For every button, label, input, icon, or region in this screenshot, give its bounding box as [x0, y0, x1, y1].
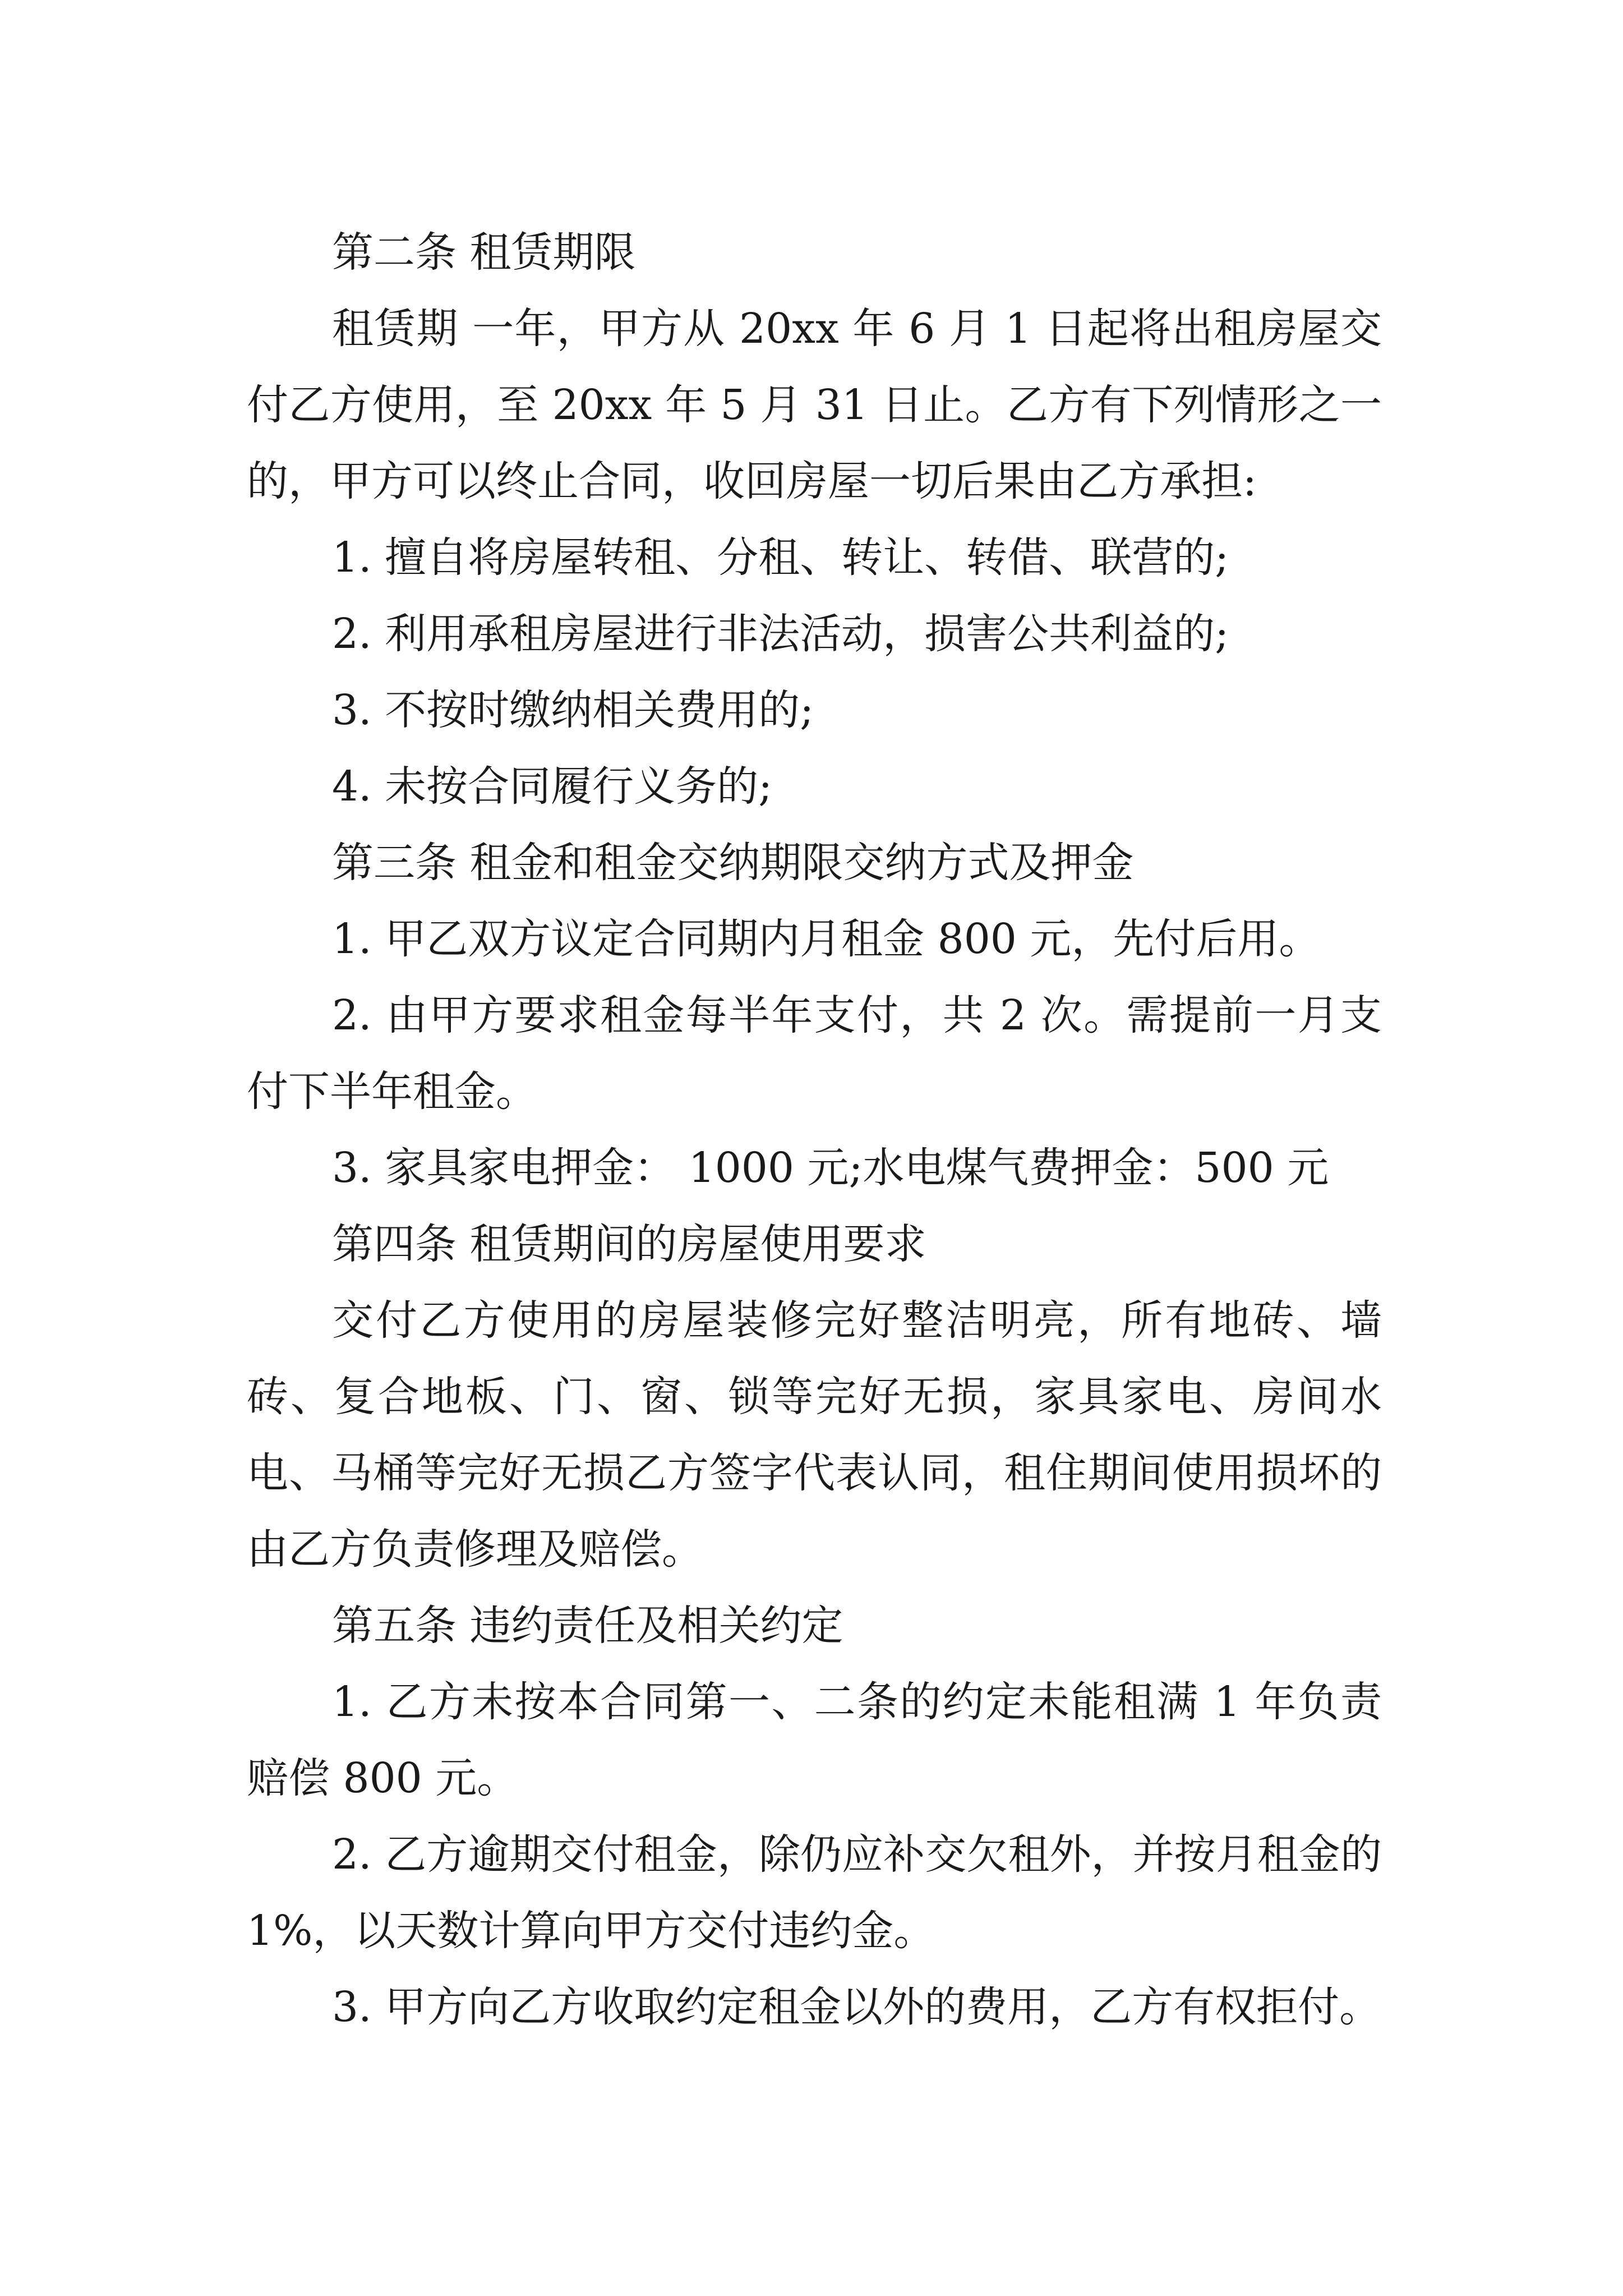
- article-5-item-1: 1. 乙方未按本合同第一、二条的约定未能租满 1 年负责赔偿 800 元。: [247, 1678, 1382, 1802]
- article-3-heading: 第三条 租金和租金交纳期限交纳方式及押金: [332, 839, 1134, 887]
- document-body: [247, 214, 1382, 2045]
- article-2-term-text: 租赁期 一年，甲方从 20xx 年 6 月 1 日起将出租房屋交付乙方使用，至 20xx 年 5 月 31 日止。乙方有下列情形之一的，甲方可以终止合同，收回房屋一切后果由乙方承担:: [247, 305, 1382, 505]
- article-5-item-2: 2. 乙方逾期交付租金，除仍应补交欠租外，并按月租金的 1%，以天数计算向甲方交付违约金。: [247, 1830, 1382, 1955]
- article-5-heading: 第五条 违约责任及相关约定: [332, 1602, 843, 1650]
- article-2-item-2: 2. 利用承租房屋进行非法活动，损害公共利益的;: [332, 610, 1229, 658]
- article-2-item-4: 4. 未按合同履行义务的;: [332, 762, 773, 811]
- article-2-item-1: 1. 擅自将房屋转租、分租、转让、转借、联营的;: [332, 533, 1229, 582]
- article-4-text: 交付乙方使用的房屋装修完好整洁明亮，所有地砖、墙砖、复合地板、门、窗、锁等完好无损，家具家电、房间水电、马桶等完好无损乙方签字代表认同，租住期间使用损坏的由乙方负责修理及赔偿。: [247, 1296, 1382, 1573]
- article-3-item-3: 3. 家具家电押金： 1000 元;水电煤气费押金：500 元: [332, 1144, 1329, 1192]
- article-4-heading: 第四条 租赁期间的房屋使用要求: [332, 1220, 926, 1268]
- article-3-item-1: 1. 甲乙双方议定合同期内月租金 800 元，先付后用。: [332, 915, 1321, 963]
- article-3-item-2: 2. 由甲方要求租金每半年支付，共 2 次。需提前一月支付下半年租金。: [247, 991, 1382, 1116]
- article-2-item-3: 3. 不按时缴纳相关费用的;: [332, 686, 814, 734]
- article-5-item-3: 3. 甲方向乙方收取约定租金以外的费用，乙方有权拒付。: [332, 1983, 1381, 2031]
- article-2-heading: 第二条 租赁期限: [332, 228, 636, 277]
